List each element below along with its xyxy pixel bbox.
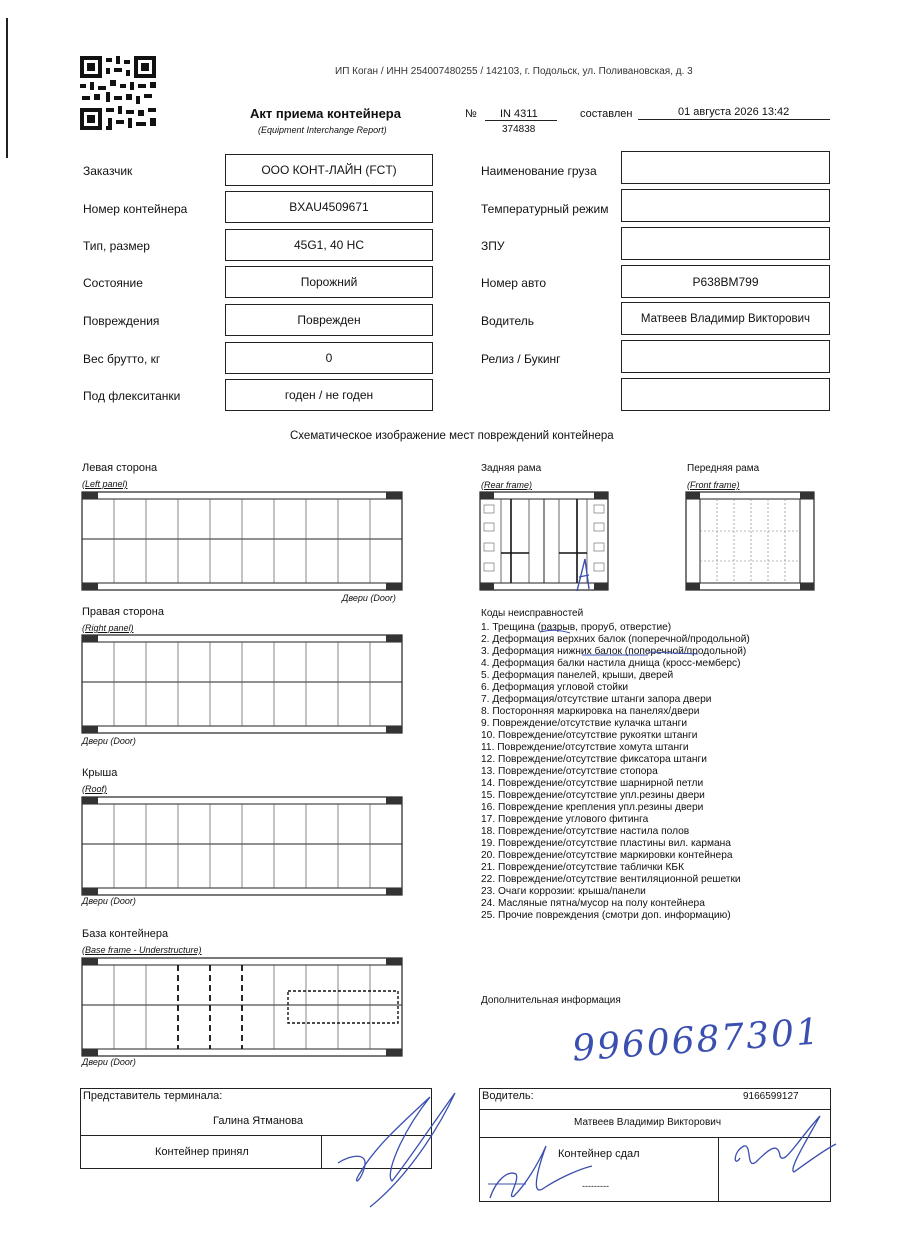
- driver-signature-left: [486, 1140, 596, 1205]
- roof-door: Двери (Door): [82, 896, 136, 906]
- rear-frame-title: Задняя рама: [481, 463, 542, 474]
- left-panel-subtitle: (Left panel): [82, 479, 128, 489]
- base-subtitle: (Base frame - Understructure): [82, 945, 202, 955]
- fault-code-item: 2. Деформация верхних балок (поперечной/продольной): [481, 634, 750, 645]
- scan-edge-mark: [6, 18, 8, 158]
- number-label: №: [465, 108, 477, 120]
- field-value-cargo-name: [621, 151, 830, 184]
- base-frame-diagram: [81, 957, 403, 1057]
- field-value-temperature: [621, 189, 830, 222]
- field-value-seal: [621, 227, 830, 260]
- base-title: База контейнера: [82, 928, 169, 940]
- driver-divider-v: [718, 1137, 719, 1202]
- driver-label: Водитель:: [482, 1090, 534, 1102]
- field-value-flexitank: годен / не годен: [225, 379, 433, 411]
- roof-subtitle: (Roof): [82, 784, 108, 794]
- roof-diagram: [81, 796, 403, 896]
- field-value-release-booking: [621, 340, 830, 373]
- field-value-gross-weight: 0: [225, 342, 433, 374]
- field-value-damage: Поврежден: [225, 304, 433, 336]
- additional-info-label: Дополнительная информация: [481, 995, 621, 1006]
- issuer-line: ИП Коган / ИНН 254007480255 / 142103, г. Подольск, ул. Поливановская, д. 3: [335, 66, 693, 77]
- fault-code-item: 10. Повреждение/отсутствие рукоятки штанги: [481, 730, 698, 741]
- qr-code: [80, 56, 156, 130]
- fault-code-item: 8. Посторонняя маркировка на панелях/двери: [481, 706, 700, 717]
- left-panel-title: Левая сторона: [82, 462, 158, 474]
- driver-name: Матвеев Владимир Викторович: [574, 1117, 722, 1128]
- field-label-temperature: Температурный режим: [481, 202, 609, 216]
- fault-code-item: 21. Повреждение/отсутствие таблички КБК: [481, 862, 685, 873]
- date-underline: [638, 119, 830, 120]
- composed-date: 01 августа 2026 13:42: [678, 106, 790, 118]
- codes-title: Коды неисправностей: [481, 608, 584, 619]
- field-label-driver: Водитель: [481, 314, 535, 328]
- number-underline: [485, 120, 557, 121]
- field-label-customer: Заказчик: [83, 164, 133, 178]
- fault-code-item: 12. Повреждение/отсутствие фиксатора штанги: [481, 754, 707, 765]
- fault-code-item: 16. Повреждение крепления упл.резины двери: [481, 802, 704, 813]
- field-value-container-number: BXAU4509671: [225, 191, 433, 223]
- field-value-driver: Матвеев Владимир Викторович: [621, 302, 830, 335]
- pen-underlines: [530, 628, 730, 658]
- front-frame-title: Передняя рама: [687, 463, 760, 474]
- field-label-condition: Состояние: [83, 276, 143, 290]
- rear-frame-diagram: [479, 491, 609, 591]
- field-label-cargo-name: Наименование груза: [481, 164, 597, 178]
- fault-code-item: 11. Повреждение/отсутствие хомута штанги: [481, 742, 689, 753]
- fault-code-item: 22. Повреждение/отсутствие вентиляционной решетки: [481, 874, 741, 885]
- field-label-gross-weight: Вес брутто, кг: [83, 352, 161, 366]
- fault-code-item: 9. Повреждение/отсутствие кулачка штанги: [481, 718, 688, 729]
- front-frame-diagram: [685, 491, 815, 591]
- field-label-flexitank: Под флекситанки: [83, 389, 181, 403]
- driver-dashes: ---------: [582, 1181, 609, 1191]
- front-frame-subtitle: (Front frame): [687, 480, 740, 490]
- fault-code-item: 23. Очаги коррозии: крыша/панели: [481, 886, 646, 897]
- left-panel-door: Двери (Door): [342, 593, 396, 603]
- fault-code-item: 7. Деформация/отсутствие штанги запора двери: [481, 694, 712, 705]
- number-value: IN 4311: [500, 108, 538, 120]
- fault-code-item: 13. Повреждение/отсутствие стопора: [481, 766, 658, 777]
- right-panel-door: Двери (Door): [82, 736, 136, 746]
- field-label-seal: ЗПУ: [481, 239, 505, 253]
- additional-info-handwritten: 9960687301: [570, 1011, 823, 1070]
- fault-code-item: 4. Деформация балки настила днища (кросс-мемберс): [481, 658, 741, 669]
- doc-title: Акт приема контейнера: [250, 106, 401, 121]
- fault-codes-list: [481, 622, 821, 922]
- schema-title: Схематическое изображение мест повреждений контейнера: [290, 430, 614, 442]
- field-label-damage: Повреждения: [83, 314, 160, 328]
- fault-code-item: 3. Деформация нижних балок (поперечной/продольной): [481, 646, 747, 657]
- field-value-extra: [621, 378, 830, 411]
- fault-code-item: 17. Повреждение углового фитинга: [481, 814, 649, 825]
- terminal-signature: [330, 1085, 470, 1215]
- field-label-vehicle-number: Номер авто: [481, 276, 547, 290]
- fault-code-item: 19. Повреждение/отсутствие пластины вил. кармана: [481, 838, 731, 849]
- fault-code-item: 25. Прочие повреждения (смотри доп. информацию): [481, 910, 731, 921]
- field-value-vehicle-number: Р638ВМ799: [621, 265, 830, 298]
- composed-label: составлен: [580, 108, 633, 120]
- right-panel-diagram: [81, 634, 403, 734]
- fault-code-item: 24. Масляные пятна/мусор на полу контейнера: [481, 898, 705, 909]
- field-value-type-size: 45G1, 40 HC: [225, 229, 433, 261]
- fault-code-item: 14. Повреждение/отсутствие шарнирной петли: [481, 778, 704, 789]
- fault-code-item: 6. Деформация угловой стойки: [481, 682, 629, 693]
- terminal-divider-v: [321, 1135, 322, 1169]
- driver-phone: 9166599127: [743, 1091, 799, 1102]
- field-value-customer: ООО КОНТ-ЛАЙН (FCT): [225, 154, 433, 186]
- driver-action: Контейнер сдал: [558, 1148, 640, 1160]
- fault-code-item: 18. Повреждение/отсутствие настила полов: [481, 826, 690, 837]
- field-value-condition: Порожний: [225, 266, 433, 298]
- fault-code-item: 1. Трещина (разрыв, проруб, отверстие): [481, 622, 672, 633]
- fault-code-item: 20. Повреждение/отсутствие маркировки контейнера: [481, 850, 733, 861]
- roof-title: Крыша: [82, 767, 118, 779]
- number-sub: 374838: [502, 124, 536, 135]
- right-panel-subtitle: (Right panel): [82, 623, 134, 633]
- field-label-container-number: Номер контейнера: [83, 202, 188, 216]
- terminal-name: Галина Ятманова: [213, 1115, 303, 1127]
- left-panel-diagram: [81, 491, 403, 591]
- driver-signature-right: [728, 1110, 838, 1180]
- rear-frame-subtitle: (Rear frame): [481, 480, 533, 490]
- field-label-type-size: Тип, размер: [83, 239, 150, 253]
- fault-code-item: 5. Деформация панелей, крыши, дверей: [481, 670, 674, 681]
- doc-subtitle: (Equipment Interchange Report): [258, 125, 387, 135]
- base-door: Двери (Door): [82, 1057, 136, 1067]
- right-panel-title: Правая сторона: [82, 606, 164, 618]
- terminal-action: Контейнер принял: [155, 1146, 249, 1158]
- field-label-release-booking: Релиз / Букинг: [481, 352, 561, 366]
- terminal-label: Представитель терминала:: [83, 1090, 223, 1102]
- fault-code-item: 15. Повреждение/отсутствие упл.резины двери: [481, 790, 705, 801]
